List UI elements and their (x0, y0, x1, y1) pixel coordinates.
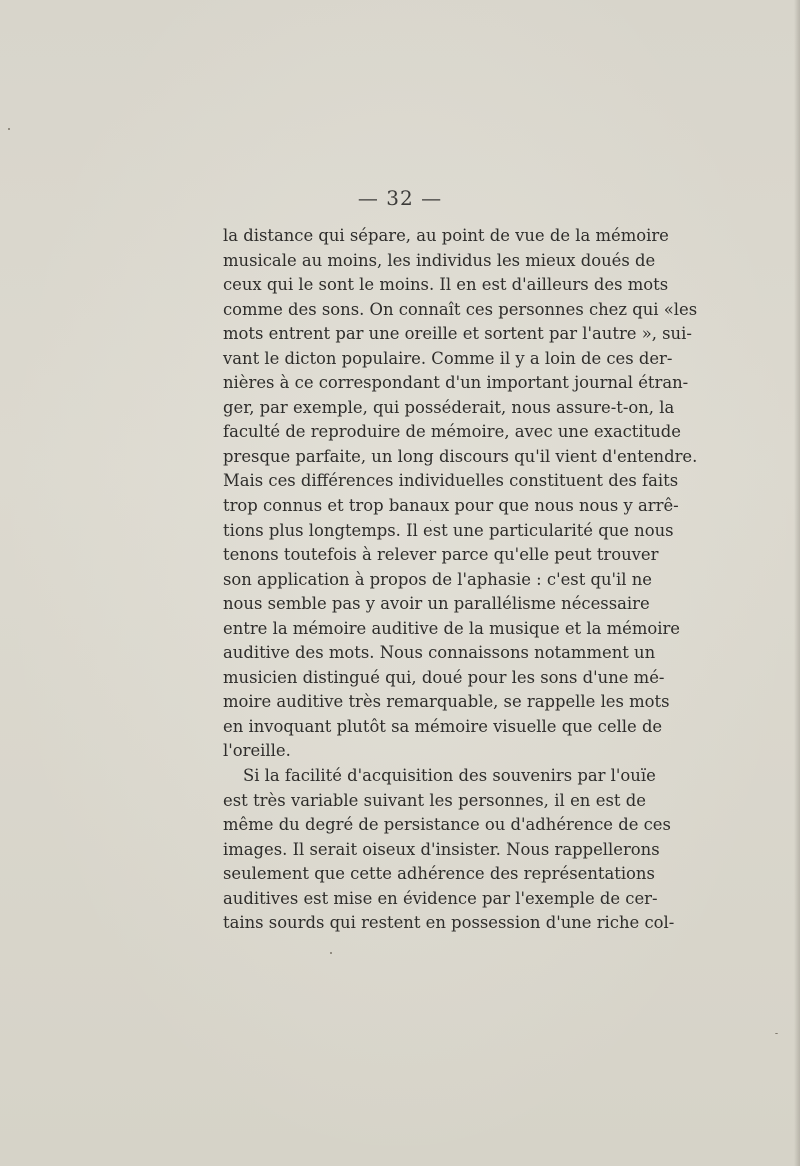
text-line: comme des sons. On connaît ces personnes chez qui «les (223, 299, 698, 319)
paragraph-1 (223, 224, 698, 764)
text-line: moire auditive très remarquable, se rappelle les mots (223, 692, 670, 712)
text-line: même du degré de persistance ou d'adhérence de ces (223, 815, 671, 835)
text-line: seulement que cette adhérence des représentations (223, 864, 655, 884)
text-line: presque parfaite, un long discours qu'il vient d'entendre. (223, 446, 698, 466)
text-line: son application à propos de l'aphasie : c'est qu'il ne (223, 569, 652, 589)
text-line: tains sourds qui restent en possession d'une riche col- (223, 913, 675, 933)
text-line: images. Il serait oiseux d'insister. Nous rappellerons (223, 839, 660, 859)
text-line: en invoquant plutôt sa mémoire visuelle que celle de (223, 716, 663, 736)
text-line: ceux qui le sont le moins. Il en est d'ailleurs des mots (223, 275, 669, 295)
text-line: trop connus et trop banaux pour que nous nous y arrê- (223, 496, 679, 516)
text-line: auditives est mise en évidence par l'exemple de cer- (223, 888, 658, 908)
text-line: tions plus longtemps. Il est une particularité que nous (223, 520, 674, 540)
paper-speck (8, 128, 10, 130)
text-line: mots entrent par une oreille et sortent par l'autre », sui- (223, 324, 692, 344)
text-line: entre la mémoire auditive de la musique et la mémoire (223, 618, 681, 638)
text-line: ger, par exemple, qui posséderait, nous assure-t-on, la (223, 397, 675, 417)
paper-speck (775, 1033, 778, 1034)
text-line: nières à ce correspondant d'un important journal étran- (223, 373, 689, 393)
text-line: la distance qui sépare, au point de vue de la mémoire (223, 226, 669, 245)
text-line: auditive des mots. Nous connaissons notamment un (223, 643, 656, 663)
text-line: nous semble pas y avoir un parallélisme nécessaire (223, 594, 650, 614)
text-line: musicien distingué qui, doué pour les sons d'une mé- (223, 667, 665, 687)
text-line: faculté de reproduire de mémoire, avec une exactitude (223, 422, 681, 442)
page-number: — 32 — (357, 186, 443, 210)
text-line: tenons toutefois à relever parce qu'elle peut trouver (223, 545, 659, 565)
text-line: est très variable suivant les personnes, il en est de (223, 790, 646, 810)
text-line: vant le dicton populaire. Comme il y a loin de ces der- (223, 348, 673, 368)
text-line: l'oreille. (223, 741, 291, 761)
text-line: Mais ces différences individuelles constituent des faits (223, 471, 679, 491)
paper-speck (330, 952, 332, 954)
text-line: musicale au moins, les individus les mieux doués de (223, 250, 656, 270)
text-line: Si la facilité d'acquisition des souvenirs par l'ouïe (243, 766, 656, 786)
paper-speck (430, 520, 431, 521)
body-text (223, 224, 698, 936)
paragraph-2 (223, 764, 675, 936)
